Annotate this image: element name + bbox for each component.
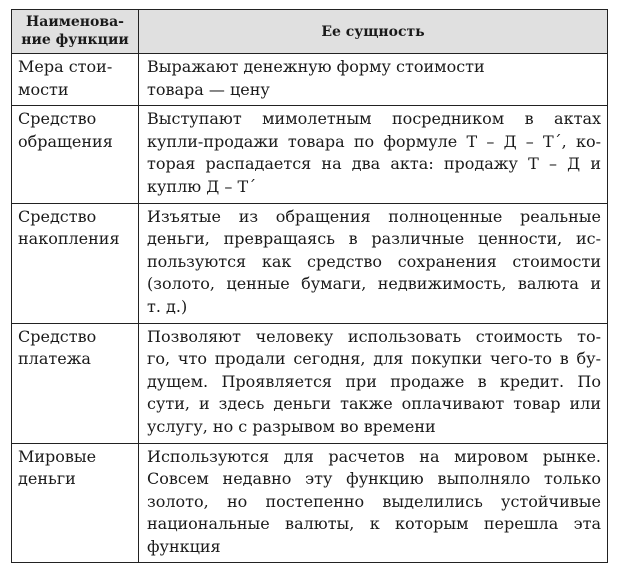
money-functions-table-container <box>11 9 607 563</box>
function-essence-cell <box>139 54 608 106</box>
desc-line: пользуются как средство сохранения стоимости <box>147 251 601 271</box>
function-essence-cell <box>139 323 608 443</box>
table-header-row <box>12 10 608 54</box>
desc-line: золото, но постепенно выделились устойчивые <box>147 491 601 511</box>
table-row <box>12 443 608 563</box>
name-line: мости <box>18 79 69 99</box>
desc-line: товара — цену <box>147 79 270 99</box>
desc-line: куплю Д – Т´ <box>147 176 257 196</box>
name-line: Средство <box>18 206 97 226</box>
function-name-cell <box>12 323 139 443</box>
desc-line: го, что продали сегодня, для покупки чего-то в бу- <box>147 349 601 369</box>
desc-line: национальные валюты, к которым перешла эта <box>147 514 601 534</box>
desc-line: т. д.) <box>147 296 188 316</box>
table-row <box>12 323 608 443</box>
name-line: Мера стои- <box>18 57 113 76</box>
name-line: обращения <box>18 131 113 151</box>
table-row <box>12 203 608 323</box>
function-essence-cell <box>139 203 608 323</box>
desc-line: купли-продажи товара по формуле Т – Д – Т´, ко- <box>147 131 601 151</box>
function-essence-cell <box>139 443 608 563</box>
function-name-cell <box>12 203 139 323</box>
header-col1-line: ние функции <box>21 32 129 48</box>
desc-line: Совсем недавно эту функцию выполняло только <box>147 469 601 489</box>
function-name-cell <box>12 54 139 106</box>
name-line: Средство <box>18 109 97 129</box>
desc-line: Выступают мимолетным посредником в актах <box>147 109 601 129</box>
header-col1-line: Наименова- <box>26 14 124 30</box>
desc-line: услугу, но с разрывом во времени <box>147 416 436 436</box>
desc-line: деньги, превращаясь в различные ценности, ис- <box>147 229 601 249</box>
table-row <box>12 54 608 106</box>
desc-line: Используются для расчетов на мировом рынке. <box>147 446 601 466</box>
name-line: деньги <box>18 469 76 489</box>
desc-line: (золото, ценные бумаги, недвижимость, валюта и <box>147 274 601 294</box>
desc-line: функция <box>147 536 221 556</box>
header-function-name <box>12 10 139 54</box>
name-line: Мировые <box>18 446 97 466</box>
name-line: накопления <box>18 229 120 249</box>
name-line: Средство <box>18 326 97 346</box>
desc-line: сути, и здесь деньги также оплачивают товар или <box>147 394 601 414</box>
table-row <box>12 106 608 203</box>
desc-line: Позволяют человеку использовать стоимость то- <box>147 326 601 346</box>
function-essence-cell <box>139 106 608 203</box>
desc-line: дущем. Проявляется при продаже в кредит. По <box>147 371 601 391</box>
name-line: платежа <box>18 349 91 369</box>
desc-line: Изъятые из обращения полноценные реальные <box>147 206 601 226</box>
money-functions-table <box>11 9 608 563</box>
function-name-cell <box>12 106 139 203</box>
function-name-cell <box>12 443 139 563</box>
header-essence: Ее сущность <box>139 10 608 54</box>
desc-line: Выражают денежную форму стоимости <box>147 57 485 76</box>
desc-line: торая распадается на два акта: продажу Т – Д и <box>147 154 601 174</box>
